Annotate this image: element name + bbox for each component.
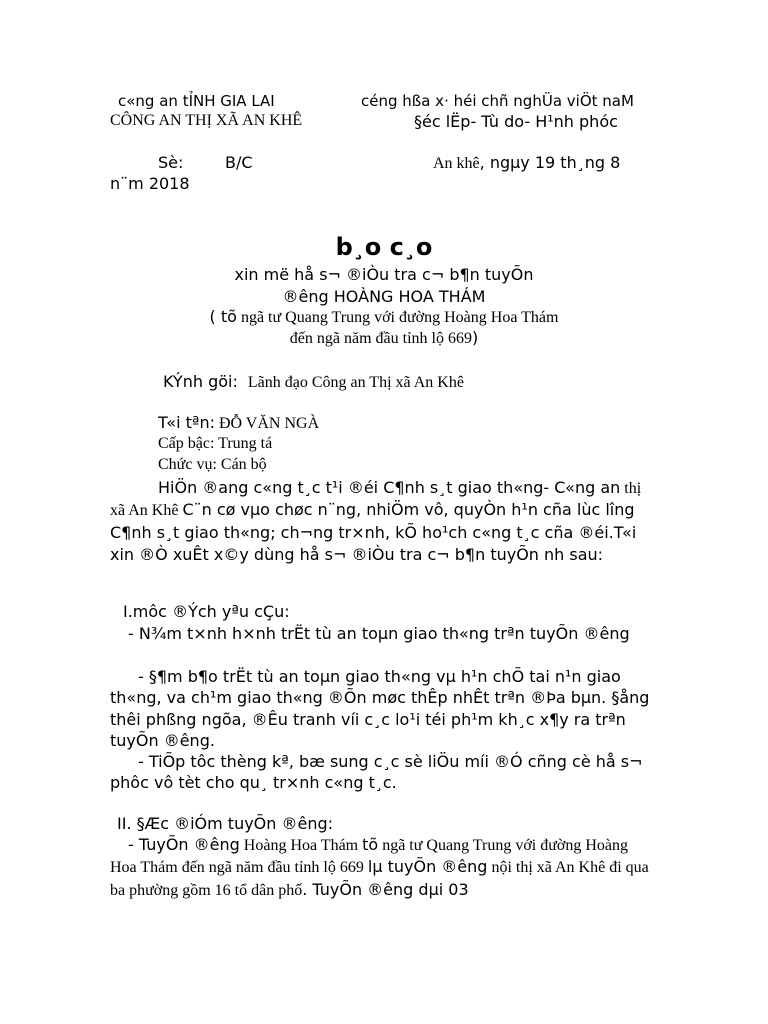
section2-part-b: Hoàng Hoa Thám: [239, 837, 363, 854]
author-name-label: T«i tªn:: [158, 413, 215, 432]
date-part1: , ngµy 19 th¸ng 8: [479, 153, 621, 172]
intro-part-b: thị xã An Khê: [110, 480, 642, 520]
recipient: [163, 372, 464, 392]
title-sub3-open: ( tõ: [209, 307, 237, 326]
so-value: B/C: [225, 153, 253, 172]
author-rank: Cấp bậc: Trung tá: [158, 435, 273, 452]
title-sub1: xin më hå s¬ ®iÒu tra c¬ b¶n tuyÕn: [234, 265, 534, 284]
section2-part-f: nội thị xã An Khê đi qua ba phường gồm 16 tổ dân phố: [110, 859, 649, 899]
date-place: An khê: [433, 155, 480, 172]
section2-paragraph: [110, 834, 658, 901]
author-name: [158, 413, 319, 433]
recipient-label: KÝnh göi:: [163, 372, 238, 391]
title-sub4: [0, 328, 768, 348]
intro-paragraph: [110, 477, 658, 567]
document-title: b¸o c¸o: [335, 233, 433, 261]
title-sub4-close: ): [471, 328, 479, 347]
date-line: [433, 153, 620, 173]
header-right-line1: céng hßa x· héi chñ nghÜa viÖt naM: [361, 92, 634, 110]
section2-part-c: tõ: [362, 835, 379, 854]
author-name-value: ĐỖ VĂN NGÀ: [218, 415, 320, 432]
title-sub3-text: ngã tư Quang Trung với đường Hoàng Hoa Thám: [236, 309, 559, 326]
title-sub2: ®êng HOÀNG HOA THÁM: [282, 287, 486, 306]
section1-item1: - N¾m t×nh h×nh trËt tù an toµn giao th«ng trªn tuyÕn ®êng: [128, 624, 630, 643]
intro-part-c: C¨n cø vµo chøc n¨ng, nhiÖm vô, quyÒn h¹n cña lùc lîng C¶nh s¸t giao th«ng; ch¬ng tr×nh, kÕ ho¹ch c«ng t¸c cña ®éi.T«i xin ®Ò xuÊt x©y dùng hå s¬ ®iÒu tra c¬ b¶n tuyÕn nh sau:: [110, 500, 637, 565]
title-sub3: [0, 307, 768, 327]
header-left-line1: c«ng an tỈNH GIA LAI: [118, 92, 275, 110]
section2-heading: II. §Æc ®iÓm tuyÕn ®êng:: [117, 814, 334, 833]
title-sub4-text: đến ngã năm đầu tỉnh lộ 669: [289, 330, 472, 347]
section1-heading: I.môc ®Ých yªu cÇu:: [123, 602, 290, 621]
section1-item2: - §¶m b¶o trËt tù an toµn giao th«ng vµ h¹n chÕ tai n¹n giao th«ng, va ch¹m giao th«ng ®Õn møc thÊp nhÊt trªn ®Þa bµn. §ång thêi phßng ngõa, ®Êu tranh víi c¸c lo¹i téi ph¹m kh¸c x¶y ra trªn tuyÕn ®êng.: [110, 667, 650, 751]
so-label: Sè:: [158, 153, 184, 172]
section2-part-e: lµ tuyÕn ®êng: [367, 857, 488, 877]
header-right-line2: §éc lËp- Tù do- H¹nh phóc: [414, 112, 618, 131]
section1-item3: - TiÕp tôc thèng kª, bæ sung c¸c sè liÖu míi ®Ó cñng cè hå s¬ phôc vô tèt cho qu¸ tr×nh c«ng t¸c.: [110, 752, 643, 793]
recipient-value: Lãnh đạo Công an Thị xã An Khê: [247, 374, 464, 391]
section2-part-g: . TuyÕn ®êng dµi 03: [302, 879, 469, 899]
section2-part-d: ngã tư Quang Trung với đường Hoàng Hoa Thám đến ngã năm đầu tỉnh lộ 669: [110, 837, 629, 877]
author-position: Chức vụ: Cán bộ: [158, 456, 267, 473]
date-part2: n¨m 2018: [110, 174, 190, 193]
intro-part-a: HiÖn ®ang c«ng t¸c t¹i ®éi C¶nh s¸t giao th«ng- C«ng an: [158, 478, 621, 497]
header-left-line2: CÔNG AN THỊ XÃ AN KHÊ: [110, 112, 303, 129]
section2-part-a: - TuyÕn ®êng: [128, 835, 240, 854]
